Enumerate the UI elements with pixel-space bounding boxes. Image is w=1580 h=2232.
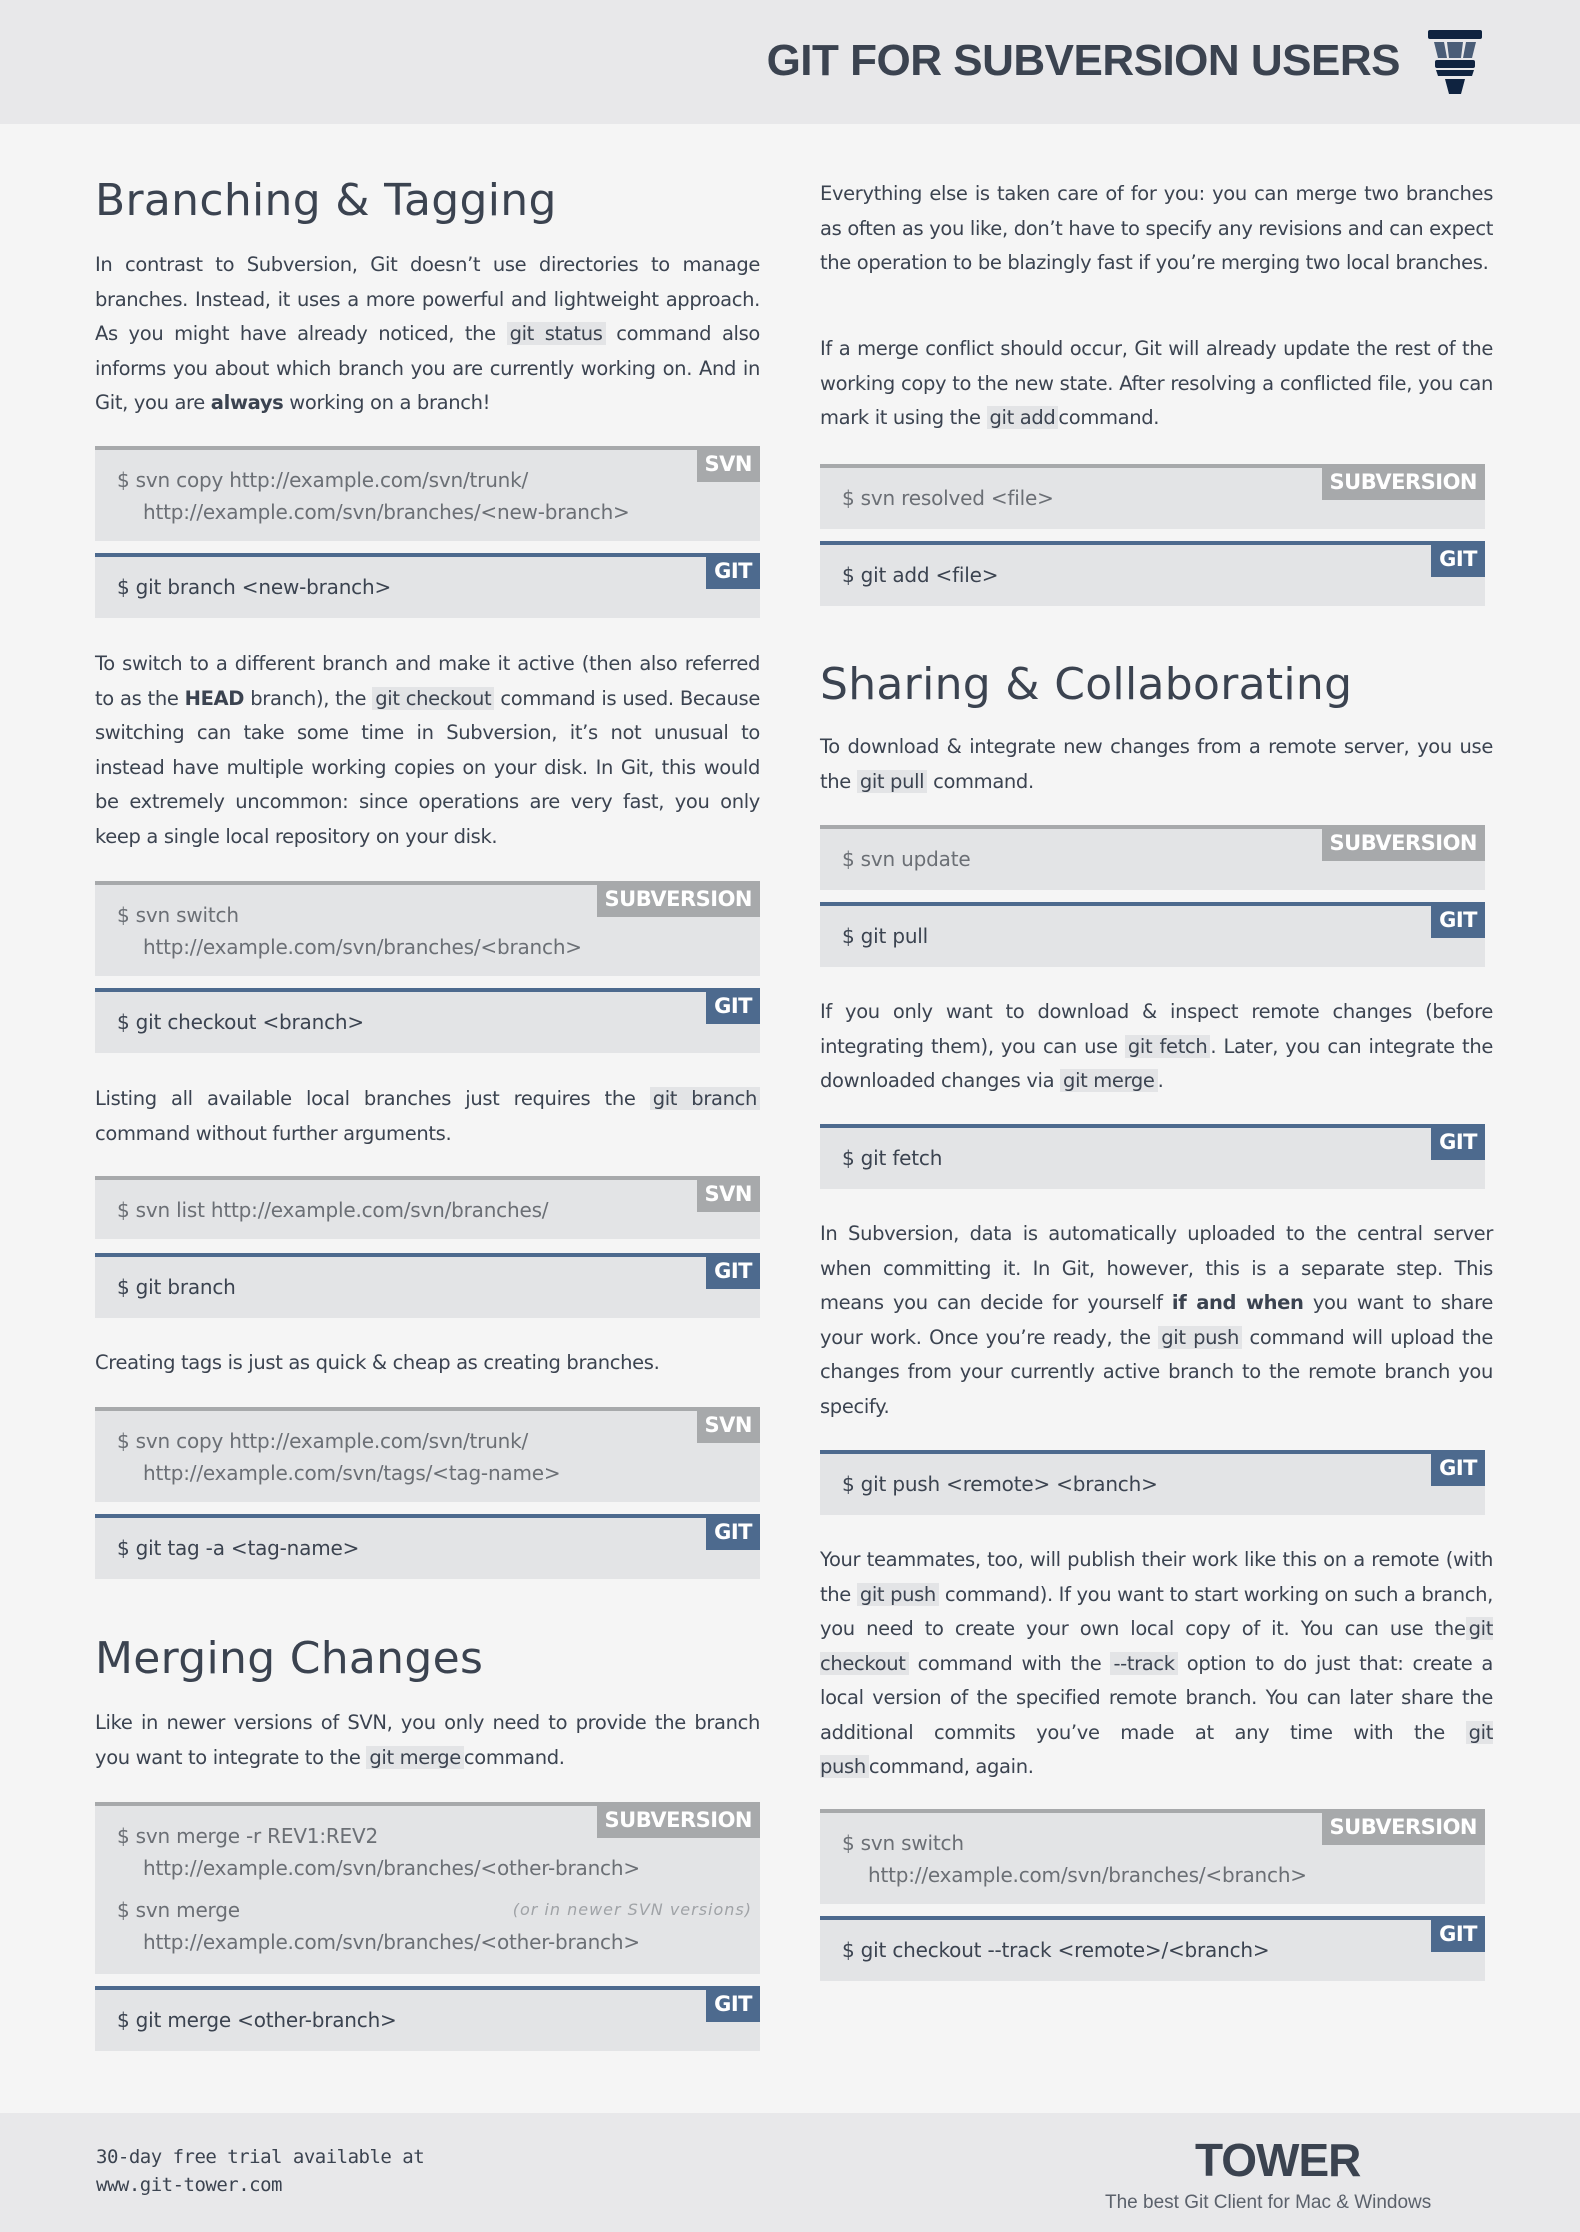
command-line: $ git checkout --track <remote>/<branch> [842, 1938, 1270, 1962]
page-title: GIT FOR SUBVERSION USERS [766, 36, 1400, 85]
inline-code: git push [857, 1583, 939, 1606]
command-line: $ git fetch [842, 1146, 943, 1170]
svn-code-block [95, 1802, 760, 1974]
git-code-block [820, 1916, 1485, 1981]
svn-badge: SUBVERSION [597, 881, 760, 917]
svn-badge: SUBVERSION [1322, 464, 1485, 500]
inline-code: git fetch [1125, 1035, 1210, 1058]
branching-paragraph-4: Creating tags is just as quick & cheap as creating branches. [95, 1351, 660, 1374]
svn-code-block [95, 446, 760, 541]
inline-code: git push [1158, 1326, 1242, 1349]
command-line: $ svn list http://example.com/svn/branches/ [117, 1198, 549, 1222]
command-line: http://example.com/svn/branches/<other-branch> [143, 1856, 640, 1880]
command-line: $ svn merge -r REV1:REV2 [117, 1824, 379, 1848]
command-line: http://example.com/svn/branches/<new-branch> [143, 500, 630, 524]
command-line: $ git pull [842, 924, 929, 948]
inline-code: git add [987, 406, 1059, 429]
git-badge: GIT [706, 1514, 760, 1550]
command-line: $ svn update [842, 847, 971, 871]
git-badge: GIT [706, 1986, 760, 2022]
git-code-block [95, 1514, 760, 1579]
svn-code-block [820, 1809, 1485, 1904]
git-badge: GIT [1431, 902, 1485, 938]
command-line: http://example.com/svn/tags/<tag-name> [143, 1461, 561, 1485]
command-line: http://example.com/svn/branches/<other-branch> [143, 1930, 640, 1954]
command-line: $ svn switch [842, 1831, 964, 1855]
git-badge: GIT [1431, 541, 1485, 577]
branching-paragraph-1: In contrast to Subversion, Git doesn’t use directories to manage branches. Instead, it uses a more powerful and lightweight approach. As you might have already noticed, the git status command also informs you about which branch you are currently working on. And in Git, you are always working on a branch! [95, 253, 761, 414]
command-line: $ git tag -a <tag-name> [117, 1536, 360, 1560]
svn-badge: SVN [697, 446, 760, 482]
version-note: (or in newer SVN versions) [512, 1900, 752, 1919]
inline-code: git branch [650, 1087, 760, 1110]
command-line: $ git push <remote> <branch> [842, 1472, 1158, 1496]
branching-paragraph-3: Listing all available local branches just requires the git branch command without further arguments. [95, 1082, 760, 1151]
git-code-block [95, 553, 760, 618]
header [0, 0, 1580, 124]
svn-badge: SUBVERSION [597, 1802, 760, 1838]
command-line: $ git merge <other-branch> [117, 2008, 397, 2032]
command-line: $ git add <file> [842, 563, 999, 587]
sharing-paragraph-4: Your teammates, too, will publish their work like this on a remote (with the git push command). If you want to start working on such a branch, you need to create your own local copy of it. You can use the git checkout command with the --track option to do just that: create a local version of the specified remote branch. You can later share the additional commits you’ve made at any time with the git push command, again. [820, 1548, 1493, 1778]
git-code-block [95, 988, 760, 1053]
tower-icon [1426, 28, 1484, 94]
command-line: $ git branch [117, 1275, 236, 1299]
svn-code-block [820, 464, 1485, 529]
command-line: $ svn merge [117, 1898, 240, 1922]
git-badge: GIT [1431, 1124, 1485, 1160]
tower-logo: TOWER [1195, 2134, 1361, 2186]
svn-code-block [95, 1407, 760, 1502]
git-badge: GIT [1431, 1450, 1485, 1486]
git-badge: GIT [706, 553, 760, 589]
git-code-block [95, 1253, 760, 1318]
inline-code: git checkout [372, 687, 494, 710]
merging-paragraph-1: Like in newer versions of SVN, you only need to provide the branch you want to integrate to the git merge command. [95, 1711, 760, 1769]
inline-code: git merge [1060, 1069, 1158, 1092]
git-badge: GIT [706, 1253, 760, 1289]
svn-code-block [95, 1176, 760, 1239]
sharing-paragraph-1: To download & integrate new changes from a remote server, you use the git pull command. [820, 735, 1493, 793]
git-code-block [820, 1450, 1485, 1515]
inline-code: git pull [857, 770, 927, 793]
command-line: $ svn resolved <file> [842, 486, 1054, 510]
command-line: http://example.com/svn/branches/<branch> [143, 935, 582, 959]
section-title-merging: Merging Changes [95, 1633, 484, 1684]
inline-code: git status [507, 322, 606, 345]
svn-badge: SUBVERSION [1322, 1809, 1485, 1845]
command-line: $ svn copy http://example.com/svn/trunk/ [117, 468, 529, 492]
sharing-paragraph-2: If you only want to download & inspect remote changes (before integrating them), you can use git fetch . Later, you can integrate the downloaded changes via git merge . [820, 1000, 1494, 1092]
section-title-branching: Branching & Tagging [95, 175, 557, 226]
inline-code: --track [1110, 1652, 1177, 1675]
inline-code: git push [820, 1720, 1493, 1778]
git-badge: GIT [706, 988, 760, 1024]
svn-badge: SVN [697, 1407, 760, 1443]
inline-code: git checkout [820, 1617, 1493, 1675]
tagline: The best Git Client for Mac & Windows [1105, 2192, 1432, 2213]
svn-badge: SUBVERSION [1322, 825, 1485, 861]
git-code-block [820, 541, 1485, 606]
command-line: $ git checkout <branch> [117, 1010, 364, 1034]
sharing-paragraph-3: In Subversion, data is automatically uploaded to the central server when committing it. In Git, however, this is a separate step. This means you can decide for yourself if and when you want to share your work. Once you’re ready, the git push command will upload the changes from your currently active branch to the remote branch you specify. [820, 1222, 1493, 1418]
svn-code-block [820, 825, 1485, 890]
section-title-sharing: Sharing & Collaborating [820, 659, 1353, 710]
inline-code: git merge [366, 1746, 464, 1769]
footer [0, 2113, 1580, 2232]
git-badge: GIT [1431, 1916, 1485, 1952]
command-line: $ svn copy http://example.com/svn/trunk/ [117, 1429, 529, 1453]
website-link[interactable]: www.git-tower.com [96, 2174, 282, 2196]
git-code-block [95, 1986, 760, 2051]
svn-badge: SVN [697, 1176, 760, 1212]
git-code-block [820, 902, 1485, 967]
command-line: $ svn switch [117, 903, 239, 927]
branching-paragraph-2: To switch to a different branch and make it active (then also referred to as the HEAD branch), the git checkout command is used. Because switching can take some time in Subversion, it’s not unusual to instead have multiple working copies on your disk. In Git, this would be extremely uncommon: since operations are very fast, you only keep a single local repository on your disk. [95, 652, 760, 848]
svn-code-block [95, 881, 760, 976]
git-code-block [820, 1124, 1485, 1189]
merging-paragraph-2: Everything else is taken care of for you: you can merge two branches as often as you like, don’t have to specify any revisions and can expect the operation to be blazingly fast if you’re merging two local branches. [820, 182, 1493, 274]
merging-paragraph-3: If a merge conflict should occur, Git will already update the rest of the working copy to the new state. After resolving a conflicted file, you can mark it using the git add command. [820, 337, 1493, 429]
trial-info [96, 2143, 424, 2199]
command-line: $ git branch <new-branch> [117, 575, 392, 599]
command-line: http://example.com/svn/branches/<branch> [868, 1863, 1307, 1887]
trial-text: 30-day free trial available at [96, 2146, 425, 2168]
